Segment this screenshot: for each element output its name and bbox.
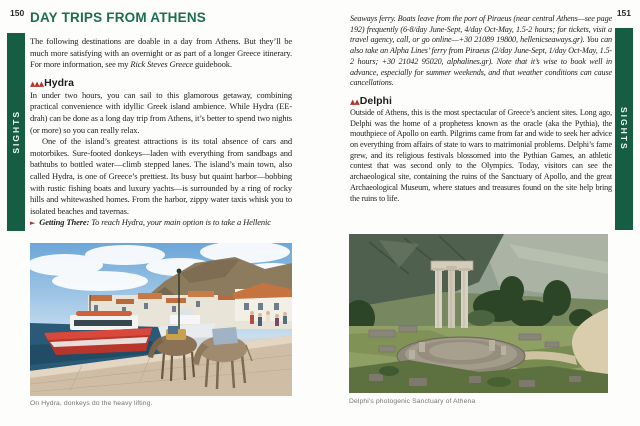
hydra-section-heading [30,77,292,89]
hydra-photo-illustration [30,243,292,396]
rating-triangles-icon: ▲▲ [350,97,359,106]
delphi-photo-caption: Delphi’s photogenic Sanctuary of Athena [349,398,476,405]
right-sights-tab [615,28,633,230]
hydra-paragraph-2: One of the island’s greatest attractions is its total absence of cars and motorbikes. Sure-footed donkeys—laden with everything from sandbags and bathtubs to bottled water—climb stepped lanes. The island’s main town, also called Hydra, is one of Greece’s prettiest. Its busy but quaint harbor—bobbing with rustic fishing boats and luxury yachts—is surrounded by a ring of rocky hills and whitewashed homes. From the harbor, zippy water taxis whisk you to isolated beaches and tavernas. [30,136,292,216]
book-title-italic: Rick Steves Greece [130,59,194,70]
delphi-sanctuary-photo [349,234,608,393]
delphi-photo-illustration [349,234,608,393]
left-page-number: 150 [10,8,25,18]
tholos-columns [431,261,473,328]
rating-triangles-icon: ▲▲▲ [30,79,44,88]
getting-there-line [30,217,292,230]
left-sights-tab-label: SIGHTS [11,110,21,154]
right-sights-tab-label: SIGHTS [619,107,629,151]
arrow-bullet-icon: ► [30,219,36,228]
left-sights-tab [7,33,25,231]
getting-there-label: Getting There: [39,217,90,228]
delphi-section-title: Delphi [359,94,392,107]
delphi-section-heading [350,95,612,107]
delphi-paragraph: Outside of Athens, this is the most spectacular of Greece’s ancient sites. Long ago, Delphi was the home of a prophetess known as the oracle (aka the Pythia), the mouthpiece of Apollo on earth. Pilgrims came from far and wide to seek her advice on everything from affairs of state to wars to matrimonial problems. Delphi’s fame grew, and its religious festivals blossomed into the Pythian Games, an athletic contest that was second only to the Olympics. Today, visitors can see the archaeological site, containing the ruins of the Sanctuary of Apollo, and the great Archaeological Museum, where statues and treasures found on the site help bring the ruins to life. [350,107,612,203]
ferry-paragraph: Seaways ferry. Boats leave from the port of Piraeus (near central Athens—see page 192) frequently (6-8/day June-Sept, 4/day Oct-May, 1.5-2 hours; for tickets, visit a travel agency, call, or go online—+30 21089 19800, hellenicseaways.gr). You can also take an Alpha Lines’ ferry from Piraeus (2/day June-Sept, 1/day Oct-May, 1.5-2 hours; +30 21042 95020, alphalines.gr). Note that it’s wise to book well in advance, especially for summer weekends, and that weather conditions can cause cancellations. [350,14,612,88]
shrub [467,310,495,326]
hydra-paragraph-1: In under two hours, you can sail to this glamorous getaway, combining practical convenience with idyllic Greek island ambience. While Hydra (EE-drah) can be done as a long day trip from Athens, it’s better to spend two nights (or more) so you can really relax. [30,89,292,135]
intro-text-2: guidebook. [193,59,232,70]
left-page-content [30,10,292,230]
intro-text-1: The following destinations are doable in a day from Athens. But they’ll be much more satisfying with an overnight or as part of a longer Greece itinerary. For more information, see my [30,36,292,70]
hydra-harbor-photo [30,243,292,396]
page-heading: DAY TRIPS FROM ATHENS [30,10,206,25]
hydra-photo-caption: On Hydra, donkeys do the heavy lifting. [30,400,153,407]
intro-paragraph [30,36,292,71]
right-page-number: 151 [616,8,631,18]
hydra-section-title: Hydra [44,76,74,89]
right-page-content [350,14,612,204]
getting-there-text: To reach Hydra, your main option is to take a Hellenic [89,217,271,228]
